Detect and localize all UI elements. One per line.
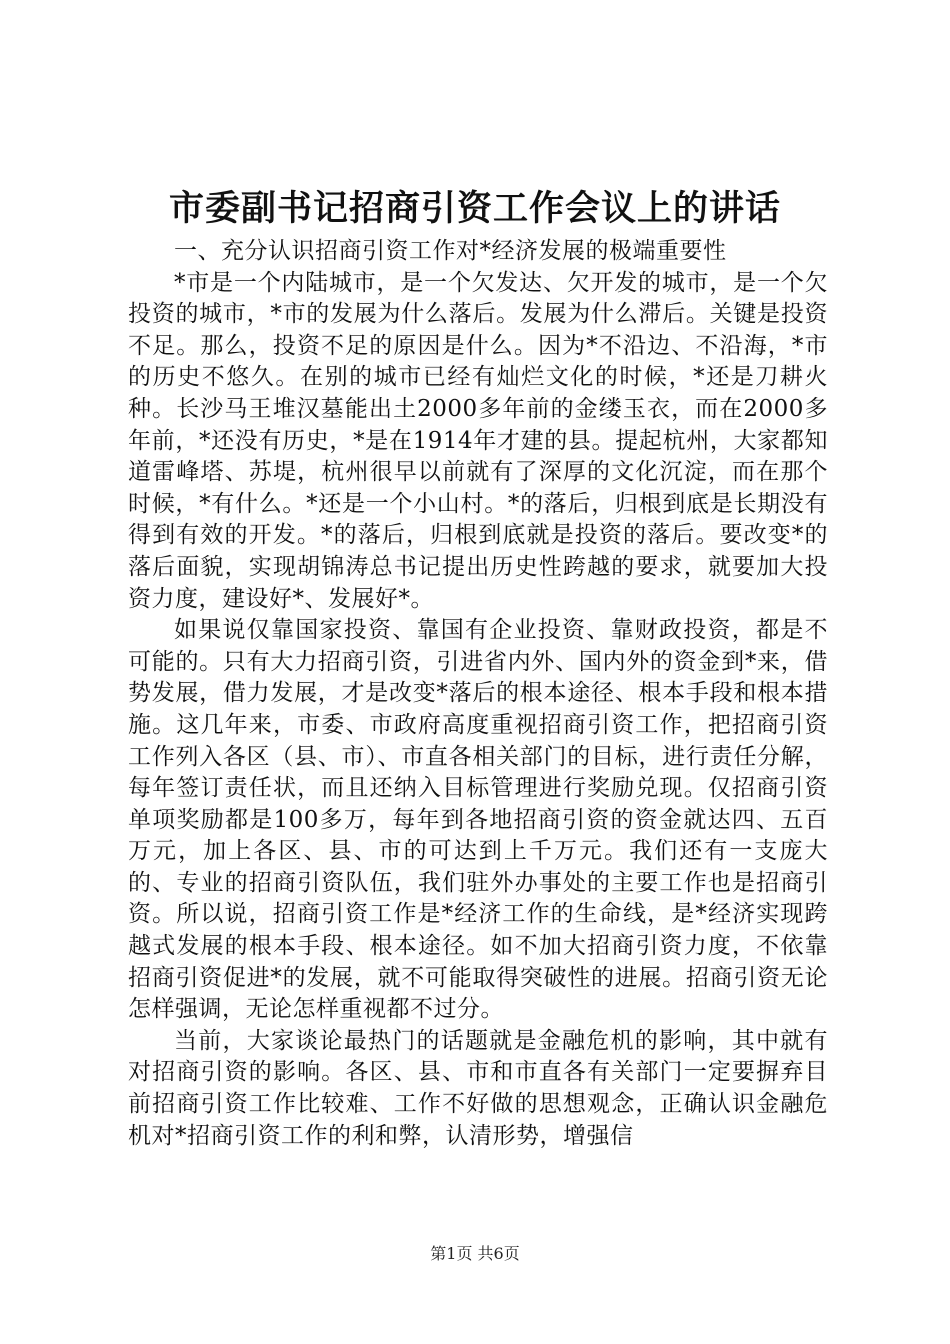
body-paragraph: 如果说仅靠国家投资、靠国有企业投资、靠财政投资，都是不可能的。只有大力招商引资，引进省内外、国内外的资金到*来，借势发展，借力发展，才是改变*落后的根本途径、根本手段和根本措施。这几年来，市委、市政府高度重视招商引资工作，把招商引资工作列入各区（县、市）、市直各相关部门的目标，进行责任分解，每年签订责任状，而且还纳入目标管理进行奖励兑现。仅招商引资单项奖励都是100多万，每年到各地招商引资的资金就达四、五百万元，加上各区、县、市的可达到上千万元。我们还有一支庞大的、专业的招商引资队伍，我们驻外办事处的主要工作也是招商引资。所以说，招商引资工作是*经济工作的生命线，是*经济实现跨越式发展的根本手段、根本途径。如不加大招商引资力度，不依靠招商引资促进*的发展，就不可能取得突破性的进展。招商引资无论怎样强调，无论怎样重视都不过分。: [128, 617, 828, 1023]
body-paragraph: 当前，大家谈论最热门的话题就是金融危机的影响，其中就有对招商引资的影响。各区、县、市和市直各有关部门一定要摒弃目前招商引资工作比较难、工作不好做的思想观念，正确认识金融危机对*招商引资工作的利和弊，认清形势，增强信: [128, 1027, 828, 1149]
body-paragraph: *市是一个内陆城市，是一个欠发达、欠开发的城市，是一个欠投资的城市，*市的发展为什么落后。发展为什么滞后。关键是投资不足。那么，投资不足的原因是什么。因为*不沿边、不沿海，*市的历史不悠久。在别的城市已经有灿烂文化的时候，*还是刀耕火种。长沙马王堆汉墓能出土2000多年前的金缕玉衣，而在2000多年前，*还没有历史，*是在1914年才建的县。提起杭州，大家都知道雷峰塔、苏堤，杭州很早以前就有了深厚的文化沉淀，而在那个时候，*有什么。*还是一个小山村。*的落后，归根到底是长期没有得到有效的开发。*的落后，归根到底就是投资的落后。要改变*的落后面貌，实现胡锦涛总书记提出历史性跨越的要求，就要加大投资力度，建设好*、发展好*。: [128, 269, 828, 612]
section-heading: 一、充分认识招商引资工作对*经济发展的极端重要性: [174, 238, 727, 264]
document-body: [128, 236, 828, 1152]
document-title: 市委副书记招商引资工作会议上的讲话: [168, 188, 781, 229]
page-number-footer: 第1页 共6页: [430, 1244, 520, 1263]
